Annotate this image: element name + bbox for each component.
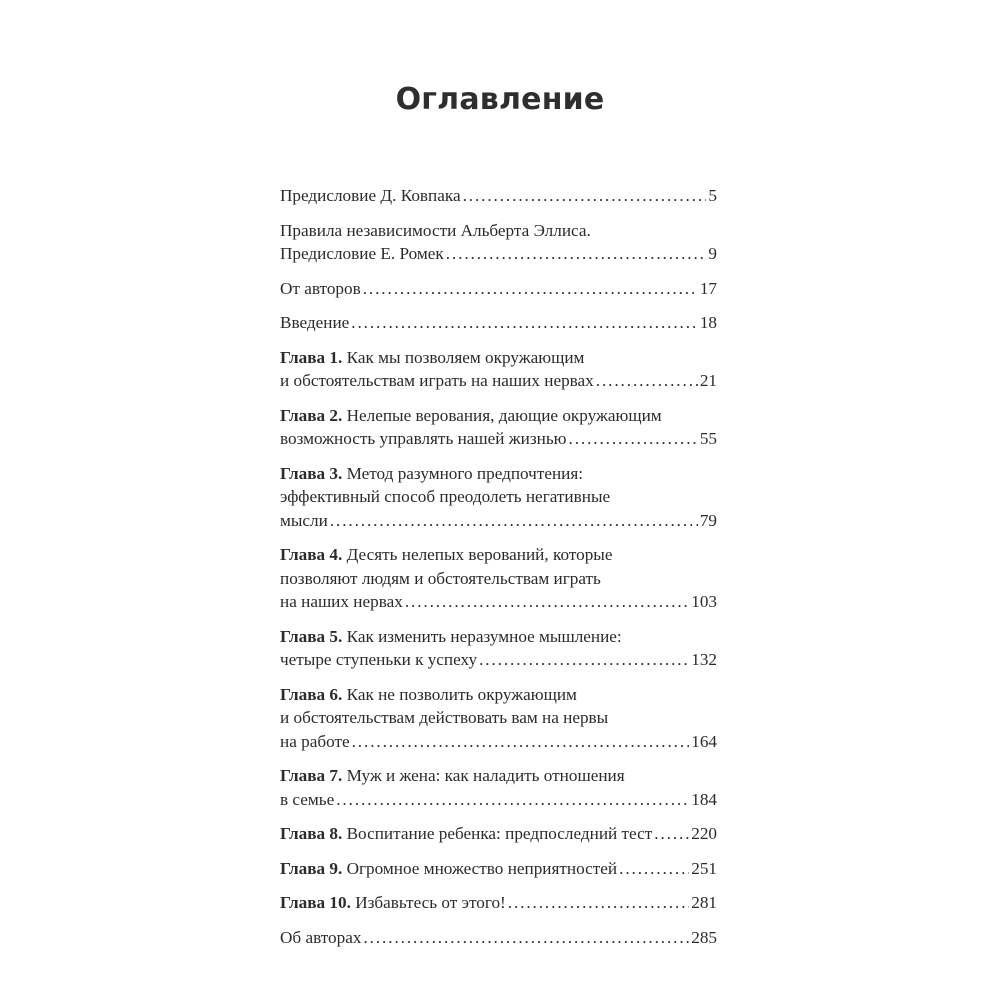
page-number: 285 xyxy=(691,927,717,947)
toc-entry-last-line xyxy=(280,857,717,881)
toc-entry-title: Воспитание ребенка: предпоследний тест xyxy=(346,824,653,843)
toc-entry xyxy=(280,184,717,208)
toc-entry-last-line xyxy=(280,788,717,812)
toc-entry-title: в семье xyxy=(280,789,335,809)
chapter-label: Глава 9. xyxy=(280,858,343,878)
toc-entry-text xyxy=(280,184,461,208)
toc-entry xyxy=(280,764,717,811)
toc-entry-line xyxy=(280,683,717,707)
toc-entry-title: Как изменить неразумное мышление: xyxy=(346,626,622,646)
chapter-label: Глава 8. xyxy=(280,824,343,843)
dot-leader xyxy=(508,891,689,915)
page-number: 103 xyxy=(691,592,717,611)
toc-entry-title: Десять нелепых верований, которые xyxy=(346,545,613,564)
chapter-label: Глава 3. xyxy=(280,463,343,483)
toc-entry xyxy=(280,891,717,915)
toc-entry-text xyxy=(280,788,334,812)
toc-entry-text xyxy=(280,857,617,881)
chapter-label: Глава 6. xyxy=(280,684,343,704)
page-number: 281 xyxy=(691,893,717,912)
toc-entry-title: и обстоятельствам играть на наших нервах xyxy=(280,371,594,390)
page-number: 17 xyxy=(699,278,717,298)
toc-entry-line xyxy=(280,567,717,591)
toc-entry-title: Как не позволить окружающим xyxy=(346,684,577,704)
toc-entry xyxy=(280,683,717,754)
toc-entry-text xyxy=(280,348,584,367)
toc-entry-line xyxy=(280,462,717,486)
toc-entry-title: От авторов xyxy=(280,278,361,298)
page-number: 132 xyxy=(691,650,717,669)
toc-entry-line xyxy=(280,543,717,567)
toc-entry-last-line xyxy=(280,926,717,950)
toc-entry-last-line xyxy=(280,590,717,614)
chapter-label: Глава 2. xyxy=(280,405,343,425)
toc-entry-last-line xyxy=(280,242,717,266)
page-number: 9 xyxy=(708,244,717,263)
page-number: 251 xyxy=(691,858,717,878)
toc-entry-last-line xyxy=(280,822,717,846)
dot-leader xyxy=(405,590,689,614)
page-number: 5 xyxy=(708,186,717,205)
toc-entry-title: Правила независимости Альберта Эллиса. xyxy=(280,220,591,240)
toc-entry-title: Как мы позволяем окружающим xyxy=(346,347,585,367)
chapter-label: Глава 1. xyxy=(280,347,343,367)
toc-entry-text xyxy=(280,311,349,335)
toc-entry-text xyxy=(280,590,403,614)
toc-entry-last-line xyxy=(280,184,717,208)
chapter-label: Глава 4. xyxy=(280,545,343,564)
toc-entry-title: Избавьтесь от этого! xyxy=(355,893,506,912)
toc-entry-title: Метод разумного предпочтения: xyxy=(346,463,584,483)
toc-entry-title: на работе xyxy=(280,731,350,751)
page-number: 21 xyxy=(699,371,717,390)
dot-leader xyxy=(569,427,698,451)
toc-entry-last-line xyxy=(280,277,717,301)
dot-leader xyxy=(352,730,690,754)
toc-entry xyxy=(280,625,717,672)
toc-entry-title: и обстоятельствам действовать вам на нервы xyxy=(280,708,609,727)
toc-entry-text xyxy=(280,766,625,785)
toc-entry xyxy=(280,462,717,533)
toc-entry-line xyxy=(280,346,717,370)
dot-leader xyxy=(619,857,689,881)
dot-leader xyxy=(363,926,689,950)
toc-entry-line xyxy=(280,764,717,788)
toc-entry-text xyxy=(280,406,662,425)
dot-leader xyxy=(596,369,698,393)
toc-entry-text xyxy=(280,708,608,727)
page-number: 220 xyxy=(691,824,717,843)
toc-entry xyxy=(280,277,717,301)
dot-leader xyxy=(336,788,689,812)
toc-entry-title: возможность управлять нашей жизнью xyxy=(280,429,567,448)
toc-entry-title: Муж и жена: как наладить отношения xyxy=(346,766,625,785)
toc-entry-title: на наших нервах xyxy=(280,592,403,611)
table-of-contents xyxy=(280,184,717,960)
chapter-label: Глава 10. xyxy=(280,893,351,912)
toc-entry-last-line xyxy=(280,891,717,915)
toc-entry-text xyxy=(280,509,328,533)
toc-entry-text xyxy=(280,464,583,483)
toc-entry-title: Об авторах xyxy=(280,927,362,947)
toc-entry-title: четыре ступеньки к успеху xyxy=(280,650,478,669)
toc-entry-last-line xyxy=(280,648,717,672)
toc-entry xyxy=(280,543,717,614)
dot-leader xyxy=(446,242,707,266)
chapter-label: Глава 7. xyxy=(280,766,343,785)
toc-entry-text xyxy=(280,242,444,266)
toc-entry-text xyxy=(280,427,567,451)
toc-entry-title: Нелепые верования, дающие окружающим xyxy=(346,405,662,425)
dot-leader xyxy=(654,822,689,846)
page-number: 55 xyxy=(699,429,717,448)
toc-entry-text xyxy=(280,926,361,950)
toc-entry-text xyxy=(280,369,594,393)
dot-leader xyxy=(479,648,689,672)
toc-entry xyxy=(280,311,717,335)
toc-entry-text xyxy=(280,627,622,646)
toc-entry-line xyxy=(280,485,717,509)
toc-entry-last-line xyxy=(280,509,717,533)
toc-entry-title: эффективный способ преодолеть негативные xyxy=(280,487,611,506)
dot-leader xyxy=(363,277,698,301)
toc-entry-text xyxy=(280,891,506,915)
toc-entry-text xyxy=(280,221,591,240)
toc-entry-last-line xyxy=(280,311,717,335)
toc-entry-text xyxy=(280,685,577,704)
page-number: 18 xyxy=(699,313,717,332)
chapter-label: Глава 5. xyxy=(280,626,343,646)
toc-entry xyxy=(280,219,717,266)
toc-entry-line xyxy=(280,706,717,730)
page-number: 184 xyxy=(691,789,717,809)
toc-entry-text xyxy=(280,822,652,846)
page-number: 79 xyxy=(699,510,717,530)
dot-leader xyxy=(330,509,698,533)
toc-entry-text xyxy=(280,545,612,564)
toc-entry-title: Предисловие Е. Ромек xyxy=(280,244,444,263)
toc-entry-line xyxy=(280,625,717,649)
toc-entry-last-line xyxy=(280,369,717,393)
toc-entry xyxy=(280,346,717,393)
toc-entry-title: Огромное множество неприятностей xyxy=(346,858,618,878)
toc-entry-title: позволяют людям и обстоятельствам играть xyxy=(280,568,601,588)
toc-entry-text xyxy=(280,730,350,754)
toc-entry-text xyxy=(280,277,361,301)
toc-entry xyxy=(280,857,717,881)
toc-entry xyxy=(280,822,717,846)
toc-entry-title: мысли xyxy=(280,510,328,530)
toc-entry-title: Предисловие Д. Ковпака xyxy=(280,186,461,205)
dot-leader xyxy=(351,311,698,335)
toc-entry-line xyxy=(280,219,717,243)
toc-entry-title: Введение xyxy=(280,313,350,332)
page-number: 164 xyxy=(691,731,717,751)
toc-entry-last-line xyxy=(280,427,717,451)
toc-entry xyxy=(280,404,717,451)
page-title: Оглавление xyxy=(395,82,605,117)
toc-entry-text xyxy=(280,648,477,672)
toc-entry-line xyxy=(280,404,717,428)
dot-leader xyxy=(463,184,707,208)
toc-entry xyxy=(280,926,717,950)
toc-entry-last-line xyxy=(280,730,717,754)
toc-entry-text xyxy=(280,569,601,588)
toc-entry-text xyxy=(280,487,610,506)
